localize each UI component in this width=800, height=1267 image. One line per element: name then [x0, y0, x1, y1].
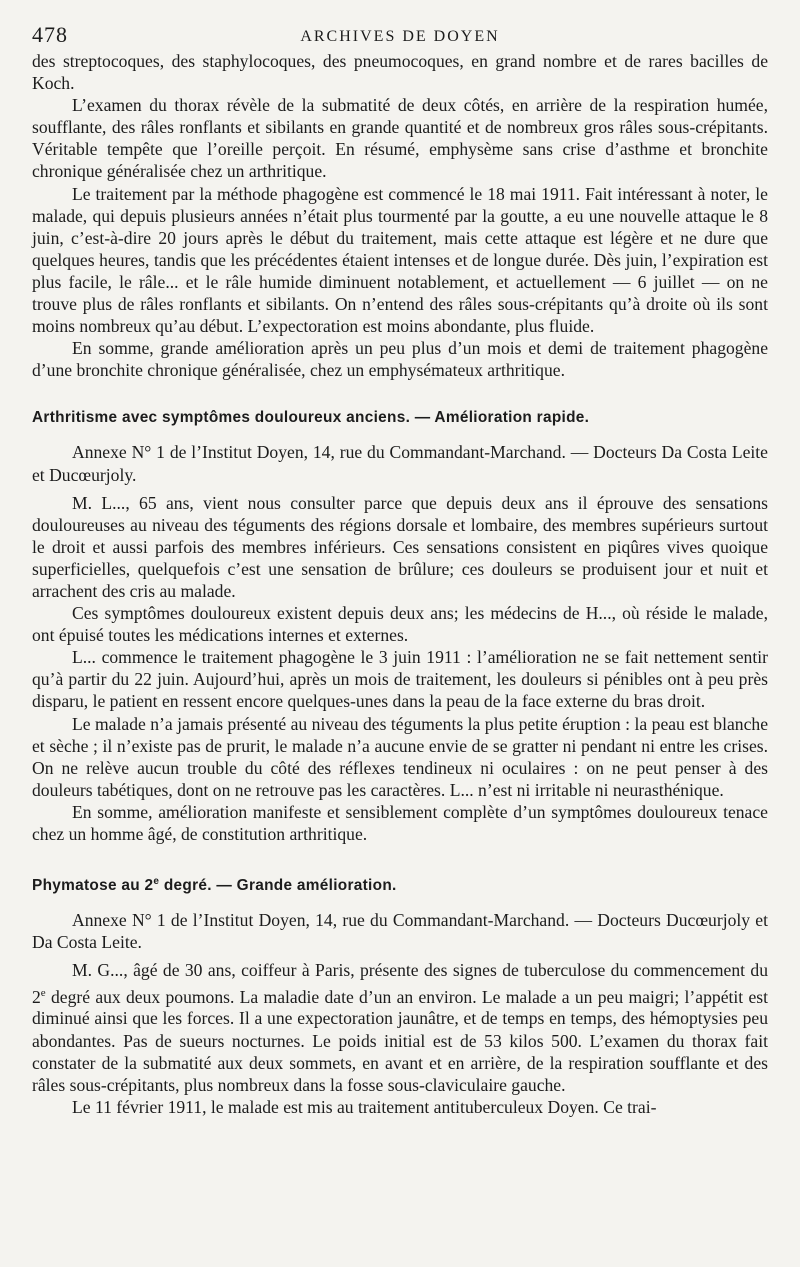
section-heading: Arthritisme avec symptômes douloureux anciens. — Amélioration rapide. [32, 409, 590, 427]
annex-line: Annexe N° 1 de l’Institut Doyen, 14, rue du Commandant-Marchand. — Docteurs Ducœurjoly et Da Costa Leite. [32, 910, 768, 953]
paragraph: L’examen du thorax révèle de la submatité de deux côtés, en arrière de la respiration humée, soufflante, des râles ronflants et sibilants en grande quantité et de nombreux gros râles sous-crépitants. Véritable tempête que l’oreille perçoit. En résumé, emphysème sans crise d’asthme et bronchite chronique généralisée chez un arthritique. [32, 95, 768, 182]
paragraph: des streptocoques, des staphylocoques, des pneumocoques, en grand nombre et de rares bacilles de Koch. [32, 51, 768, 94]
paragraph: En somme, amélioration manifeste et sensiblement complète d’un symptômes douloureux tenace chez un homme âgé, de constitution arthritique. [32, 801, 768, 844]
paragraph: Ces symptômes douloureux existent depuis deux ans; les médecins de H..., où réside le malade, ont épuisé toutes les médications internes et externes. [32, 603, 768, 646]
paragraph: L... commence le traitement phagogène le 3 juin 1911 : l’amélioration ne se fait nettement sentir qu’à partir du 22 juin. Aujourd’hui, après un mois de traitement, les douleurs si pénibles ont à peu près disparu, le patient en ressent encore quelques-unes dans la peau de la face externe du bras droit. [32, 647, 768, 712]
paragraph: Le 11 février 1911, le malade est mis au traitement antituberculeux Doyen. Ce trai- [72, 1096, 657, 1117]
paragraph: M. L..., 65 ans, vient nous consulter parce que depuis deux ans il éprouve des sensations douloureuses au niveau des téguments des régions dorsale et lombaire, des membres supérieurs surtout le droit et aussi parfois des membres inférieurs. Ces sensations consistent en piqûres vives quoique superficielles, quelquefois c’est une sensation de brûlure; ces douleurs se produisent jour et nuit et arrachent des cris au malade. [32, 492, 768, 601]
section-heading: Phymatose au 2e degré. — Grande amélioration. [32, 876, 397, 895]
section-arthritisme [32, 407, 768, 845]
paragraph: Le traitement par la méthode phagogène est commencé le 18 mai 1911. Fait intéressant à noter, le malade, qui depuis plusieurs années n’était plus tourmenté par la goutte, a eu une nouvelle attaque le 8 juin, c’est-à-dire 20 jours après le début du traitement, mais cette attaque est légère et ne dure que quelques heures, tandis que les précédentes étaient intenses et de longue durée. Dès juin, l’expiration est plus facile, le râle... et le râle humide diminuent notablement, et actuellement — 6 juillet — on ne trouve plus de râles ronflants et sibilants. On n’entend des râles sous-crépitants qu’à droite où ils sont moins nombreux qu’au début. L’expectoration est moins abondante, plus fluide. [32, 183, 768, 337]
running-title: ARCHIVES DE DOYEN [300, 28, 500, 45]
annex-line: Annexe N° 1 de l’Institut Doyen, 14, rue du Commandant-Marchand. — Docteurs Da Costa Leite et Ducœurjoly. [32, 442, 768, 485]
section-emphysema-case [32, 50, 768, 381]
paragraph: En somme, grande amélioration après un peu plus d’un mois et demi de traitement phagogène d’une bronchite chronique généralisée, chez un emphysémateux arthritique. [32, 338, 768, 381]
paragraph: Le malade n’a jamais présenté au niveau des téguments la plus petite éruption : la peau est blanche et sèche ; il n’existe pas de prurit, le malade n’a aucune envie de se gratter ni pendant ni entre les crises. On ne relève aucun trouble du côté des réflexes tendineux ni oculaires : on ne peut penser à des douleurs tabétiques, dont on ne retrouve pas les caractères. L... n’est ni irritable ni neurasthénique. [32, 713, 768, 800]
page-number: 478 [32, 22, 68, 47]
section-phymatose [32, 871, 768, 1118]
paragraph: M. G..., âgé de 30 ans, coiffeur à Paris, présente des signes de tuberculose du commencement du 2e degré aux deux poumons. La maladie date d’un an environ. Le malade a un peu maigri; l’appétit est diminué ainsi que les forces. Il a une expectoration jaunâtre, et de temps en temps, des hémoptysies peu abondantes. Pas de sueurs nocturnes. Le poids initial est de 53 kilos 500. L’examen du thorax fait constater de la submatité aux deux sommets, en avant et en arrière, de la respiration soufflante et des râles sous-crépitants, plus nombreux dans la fosse sous-claviculaire gauche. [32, 960, 768, 1095]
page-header [32, 0, 768, 50]
